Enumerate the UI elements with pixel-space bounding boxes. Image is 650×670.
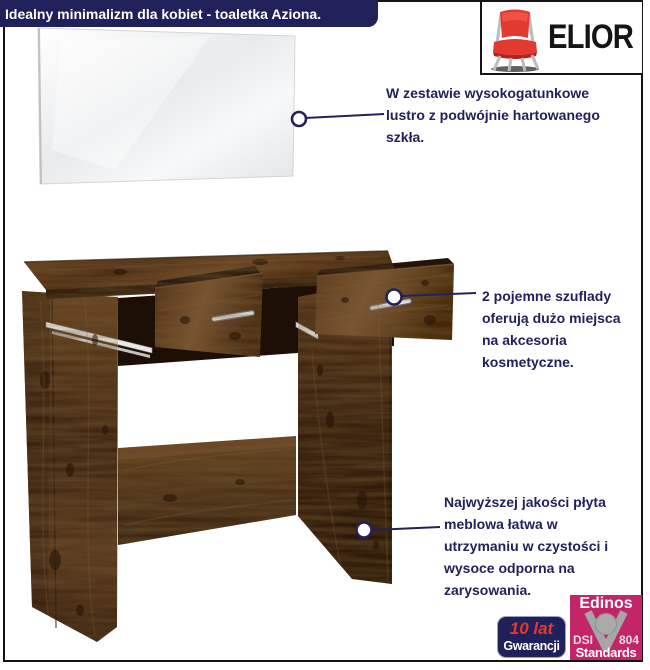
- edinos-dsi-label: DSI: [573, 633, 594, 647]
- callout-marker-leg: [357, 523, 372, 538]
- edinos-brand: Edinos: [579, 595, 633, 612]
- warranty-badge: [497, 616, 566, 658]
- edinos-badge: [570, 595, 642, 660]
- callout-marker-mirror: [292, 112, 306, 126]
- brand-name: ELIOR: [548, 18, 634, 56]
- brand-logo-box: [480, 2, 642, 75]
- page-title: Idealny minimalizm dla kobiet - toaletka Aziona.: [5, 5, 322, 22]
- edinos-standards-label: Standards: [575, 645, 637, 660]
- annotation-mirror: W zestawie wysokogatunkowe lustro z podwójnie hartowanego szkła.: [386, 85, 600, 145]
- dressing-table-image: [10, 240, 470, 660]
- edinos-code: 804: [618, 633, 639, 647]
- warranty-label: Gwarancji: [503, 639, 560, 653]
- annotation-drawers: 2 pojemne szuflady oferują dużo miejsca na akcesoria kosmetyczne.: [482, 288, 621, 370]
- warranty-years: 10 lat: [509, 619, 554, 638]
- callout-marker-drawer: [387, 290, 402, 305]
- title-bar: [0, 0, 378, 27]
- annotation-board: Najwyższej jakości płyta meblowa łatwa w utrzymaniu w czystości i wysoce odporna na zarysowania.: [444, 494, 609, 598]
- brand-chair-icon: [484, 4, 546, 74]
- mirror-image: [38, 28, 295, 184]
